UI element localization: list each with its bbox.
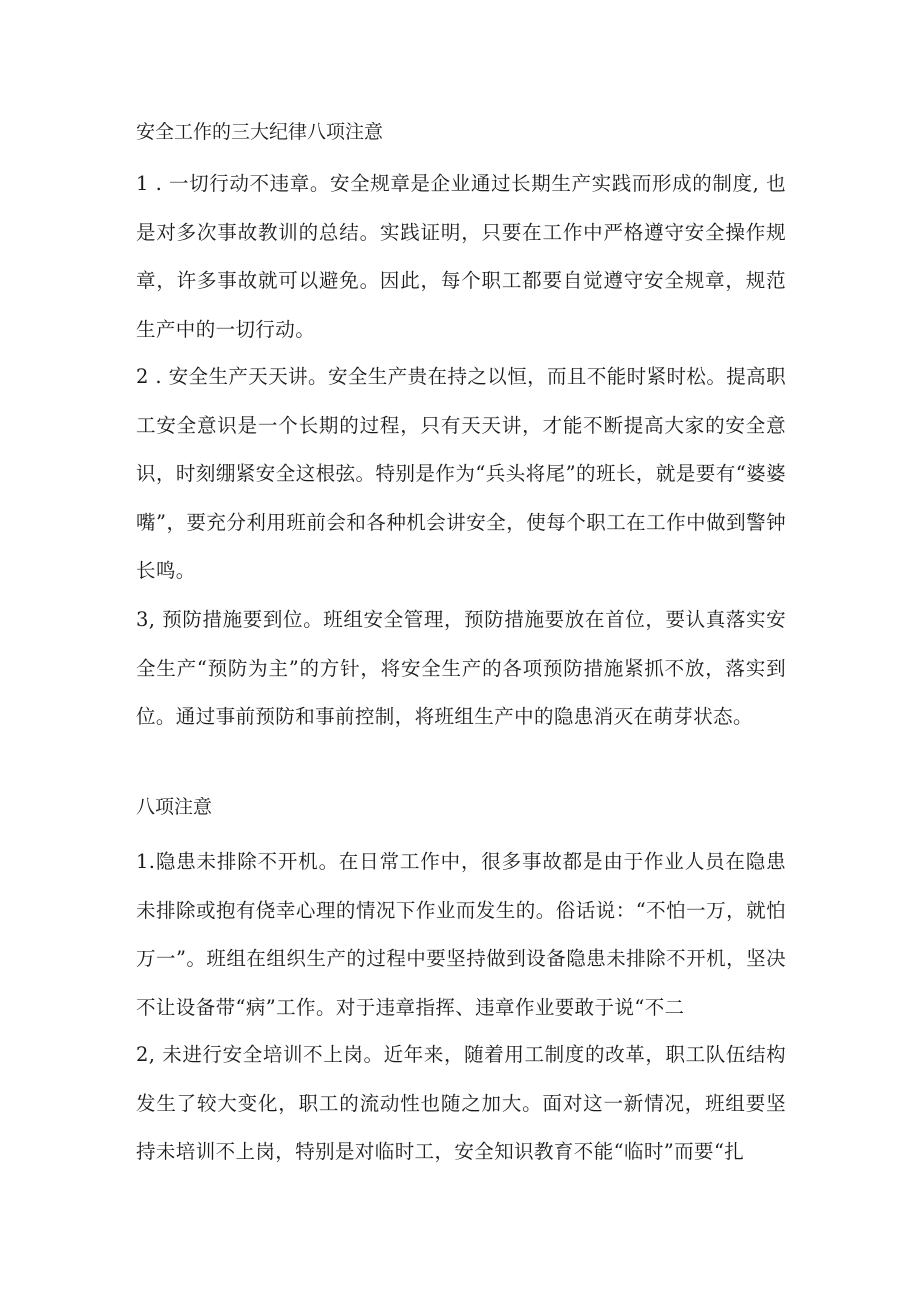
section-title: 八项注意 xyxy=(136,796,213,818)
discipline-item-3: 3, 预防措施要到位。班组安全管理，预防措施要放在首位，要认真落实安全生产“预防为主”的方针，将安全生产的各项预防措施紧抓不放，落实到位。通过事前预防和事前控制，将班组生产中的隐患消灭在萌芽状态。 xyxy=(136,608,786,728)
attention-item-1: 1.隐患未排除不开机。在日常工作中，很多事故都是由于作业人员在隐患未排除或抱有侥幸心理的情况下作业而发生的。俗话说：“不怕一万，就怕万一”。班组在组织生产的过程中要坚持做到设备隐患未排除不开机，坚决不让设备带“病”工作。对于违章指挥、违章作业要敢于说“不二 xyxy=(136,850,786,1019)
discipline-item-2: 2 . 安全生产天天讲。安全生产贵在持之以恒，而且不能时紧时松。提高职工安全意识是一个长期的过程，只有天天讲，才能不断提高大家的安全意识，时刻绷紧安全这根弦。特别是作为“兵头将尾”的班长，就是要有“婆婆嘴”，要充分利用班前会和各种机会讲安全，使每个职工在工作中做到警钟长鸣。 xyxy=(136,365,786,582)
document-title: 安全工作的三大纪律八项注意 xyxy=(136,121,384,143)
discipline-item-1: 1 . 一切行动不违章。安全规章是企业通过长期生产实践而形成的制度, 也是对多次事故教训的总结。实践证明，只要在工作中严格遵守安全操作规章，许多事故就可以避免。因此，每个职工都要自觉遵守安全规章，规范生产中的一切行动。 xyxy=(136,172,786,341)
attention-item-2: 2, 未进行安全培训不上岗。近年来，随着用工制度的改革，职工队伍结构发生了较大变化，职工的流动性也随之加大。面对这一新情况，班组要坚持未培训不上岗，特别是对临时工，安全知识教育不能“临时”而要“扎 xyxy=(136,1043,786,1163)
